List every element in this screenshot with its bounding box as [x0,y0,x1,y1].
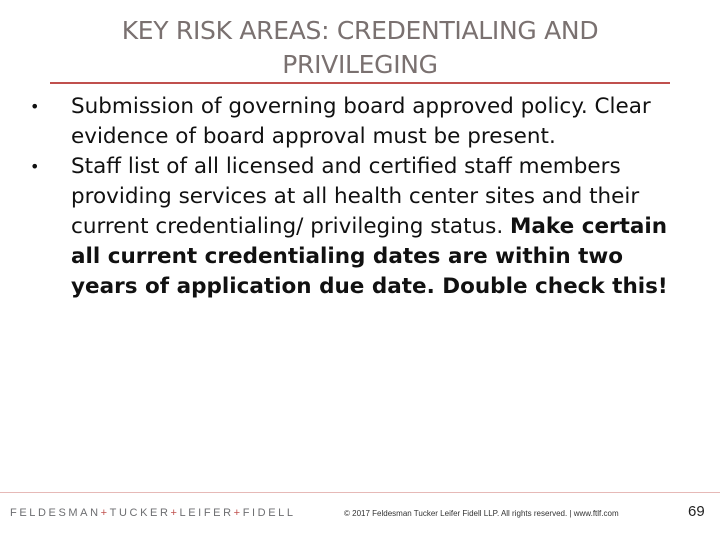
slide-title-line-1: KEY RISK AREAS: CREDENTIALING AND [121,16,599,45]
bullet-icon: • [30,157,40,176]
bullet-item [26,152,696,302]
logo-separator: + [170,507,180,519]
logo-word: TUCKER [109,507,171,519]
bullet-text: Submission of governing board approved policy. Clear evidence of board approval must be present. [71,94,651,149]
bullet-item [26,92,696,152]
title-divider [50,82,670,84]
firm-logo [10,507,296,519]
logo-word: FELDESMAN [10,507,101,519]
logo-word: FIDELL [242,507,296,519]
logo-separator: + [100,507,110,519]
logo-word: LEIFER [179,507,234,519]
footer-divider [0,492,720,493]
logo-separator: + [233,507,243,519]
bullet-text-regular: Staff list of all licensed and certified staff members providing services at all health center sites and their current credentialing/ privileging status. [71,154,640,239]
copyright-notice: © 2017 Feldesman Tucker Leifer Fidell LLP. All rights reserved. | www.ftlf.com [344,509,619,518]
slide-title [60,14,660,82]
bullet-text-emphasis: Make certain all current credentialing dates are within two years of application due date. Double check this! [71,214,668,299]
slide-title-line-2: PRIVILEGING [282,50,438,79]
bullet-icon: • [30,97,40,116]
page-number: 69 [688,503,705,520]
bullet-list [26,92,696,302]
